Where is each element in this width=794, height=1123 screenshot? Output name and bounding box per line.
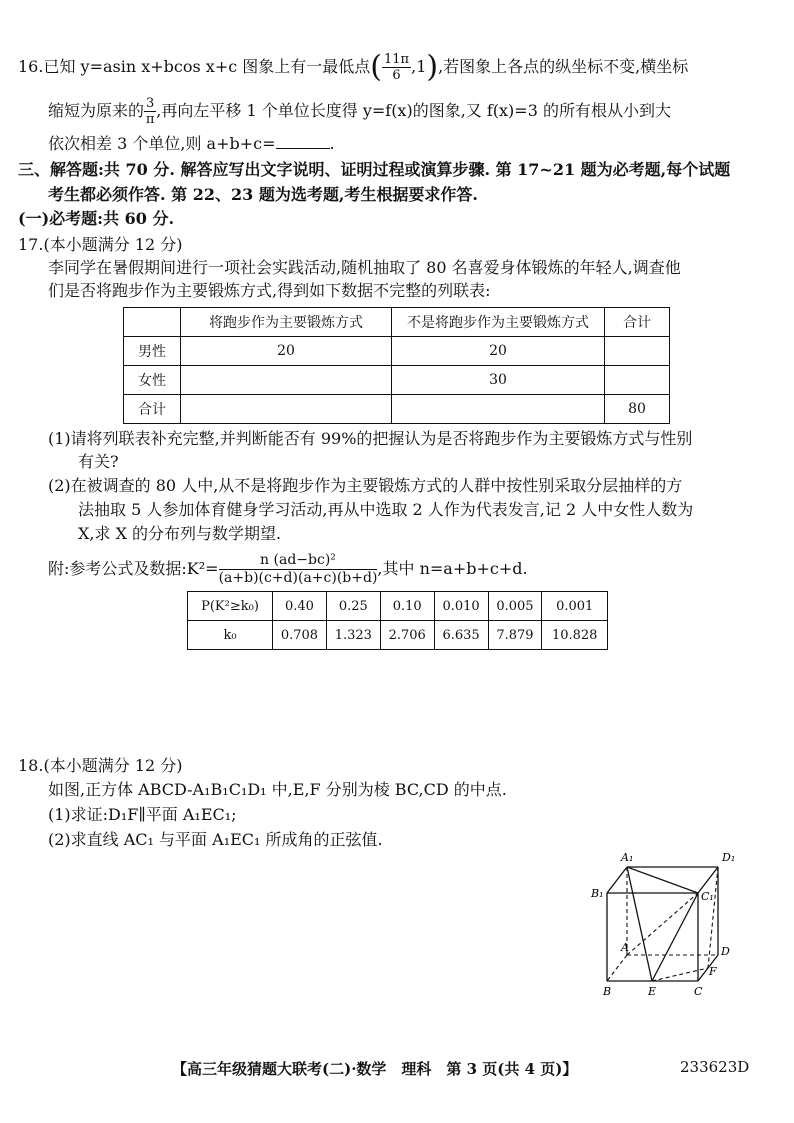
q16-line1: 16.已知 y=asin x+bcos x+c 图象上有一最低点( $\frac{11\pi}{6}$ ,1),若图象上各点的纵坐标不变,横坐标 [18,49,689,85]
label-f: F [709,965,717,978]
reference-formula: 附:参考公式及数据:K²= $\frac{\text{n (ad−bc)²}}{(a+b)(c+d)(a+c)(b+d)}$ ,其中 n=a+b+c+d. [48,552,528,586]
q16-line2: 缩短为原来的 $\frac{3}{\pi}$ ,再向左平移 1 个单位长度得 y=f(x)的图象,又 f(x)=3 的所有根从小到大 [48,96,671,127]
q16-point-fraction: $\frac{11\pi}{6}$ [384,52,410,83]
label-c1: C₁ [701,890,714,903]
table-row: P(K²≥k₀) 0.40 0.25 0.10 0.010 0.005 0.001 [188,592,608,621]
q16-line3: 依次相差 3 个单位,则 a+b+c= . [48,134,335,153]
q18-part2: (2)求直线 AC₁ 与平面 A₁EC₁ 所成角的正弦值. [48,830,383,849]
table-row: 将跑步作为主要锻炼方式 不是将跑步作为主要锻炼方式 合计 [124,308,670,337]
q18-line1: 如图,正方体 ABCD-A₁B₁C₁D₁ 中,E,F 分别为棱 BC,CD 的中点. [48,780,507,799]
table-row: 女性 30 [124,366,670,395]
label-d1: D₁ [722,851,736,864]
label-e: E [648,985,657,998]
critical-value-table [187,591,608,650]
q18-part1: (1)求证:D₁F∥平面 A₁EC₁; [48,805,237,824]
label-d: D [721,945,730,958]
section3-instructions-line2: 考生都必须作答. 第 22、23 题为选考题,考生根据要求作答. [48,185,478,204]
page-footer-title: 【高三年级猜题大联考(二)·数学 理科 第 3 页(共 4 页)】 [172,1060,578,1078]
label-b: B [603,985,612,998]
label-a: A [621,941,629,954]
q16-number: 16. [18,57,44,76]
cube-figure [585,845,745,1000]
label-b1: B₁ [591,887,604,900]
q17-intro-line2: 们是否将跑步作为主要锻炼方式,得到如下数据不完整的列联表: [48,281,491,300]
q17-part2-line1: (2)在被调查的 80 人中,从不是将跑步作为主要锻炼方式的人群中按性别采取分层抽样的方 [48,476,683,495]
k-squared-fraction: $\frac{\text{n (ad−bc)²}}{(a+b)(c+d)(a+c)(b+d)}$ [218,552,378,586]
q17-part1-line2: 有关? [78,452,119,471]
q18-heading: 18.(本小题满分 12 分) [18,756,183,775]
q17-part2-line3: X,求 X 的分布列与数学期望. [78,524,282,543]
label-a1: A₁ [621,851,634,864]
q17-heading: 17.(本小题满分 12 分) [18,235,183,254]
section3-instructions-line1: 三、解答题:共 70 分. 解答应写出文字说明、证明过程或演算步骤. 第 17~21 题为必考题,每个试题 [18,160,731,179]
table-row: 男性 20 20 [124,337,670,366]
table-row: k₀ 0.708 1.323 2.706 6.635 7.879 10.828 [188,621,608,650]
q17-part2-line2: 法抽取 5 人参加体育健身学习活动,再从中选取 2 人作为代表发言,记 2 人中女性人数为 [78,500,694,519]
label-c: C [694,985,703,998]
q16-scale-fraction: $\frac{3}{\pi}$ [145,96,155,127]
q17-part1-line1: (1)请将列联表补充完整,并判断能否有 99%的把握认为是否将跑步作为主要锻炼方式与性别 [48,429,693,448]
required-section-heading: (一)必考题:共 60 分. [18,209,175,228]
page-footer-code: 233623D [680,1058,750,1076]
q17-intro-line1: 李同学在暑假期间进行一项社会实践活动,随机抽取了 80 名喜爱身体锻炼的年轻人,调查他 [48,258,681,277]
answer-blank[interactable] [276,134,330,149]
table-row: 合计 80 [124,395,670,424]
contingency-table [123,307,670,424]
